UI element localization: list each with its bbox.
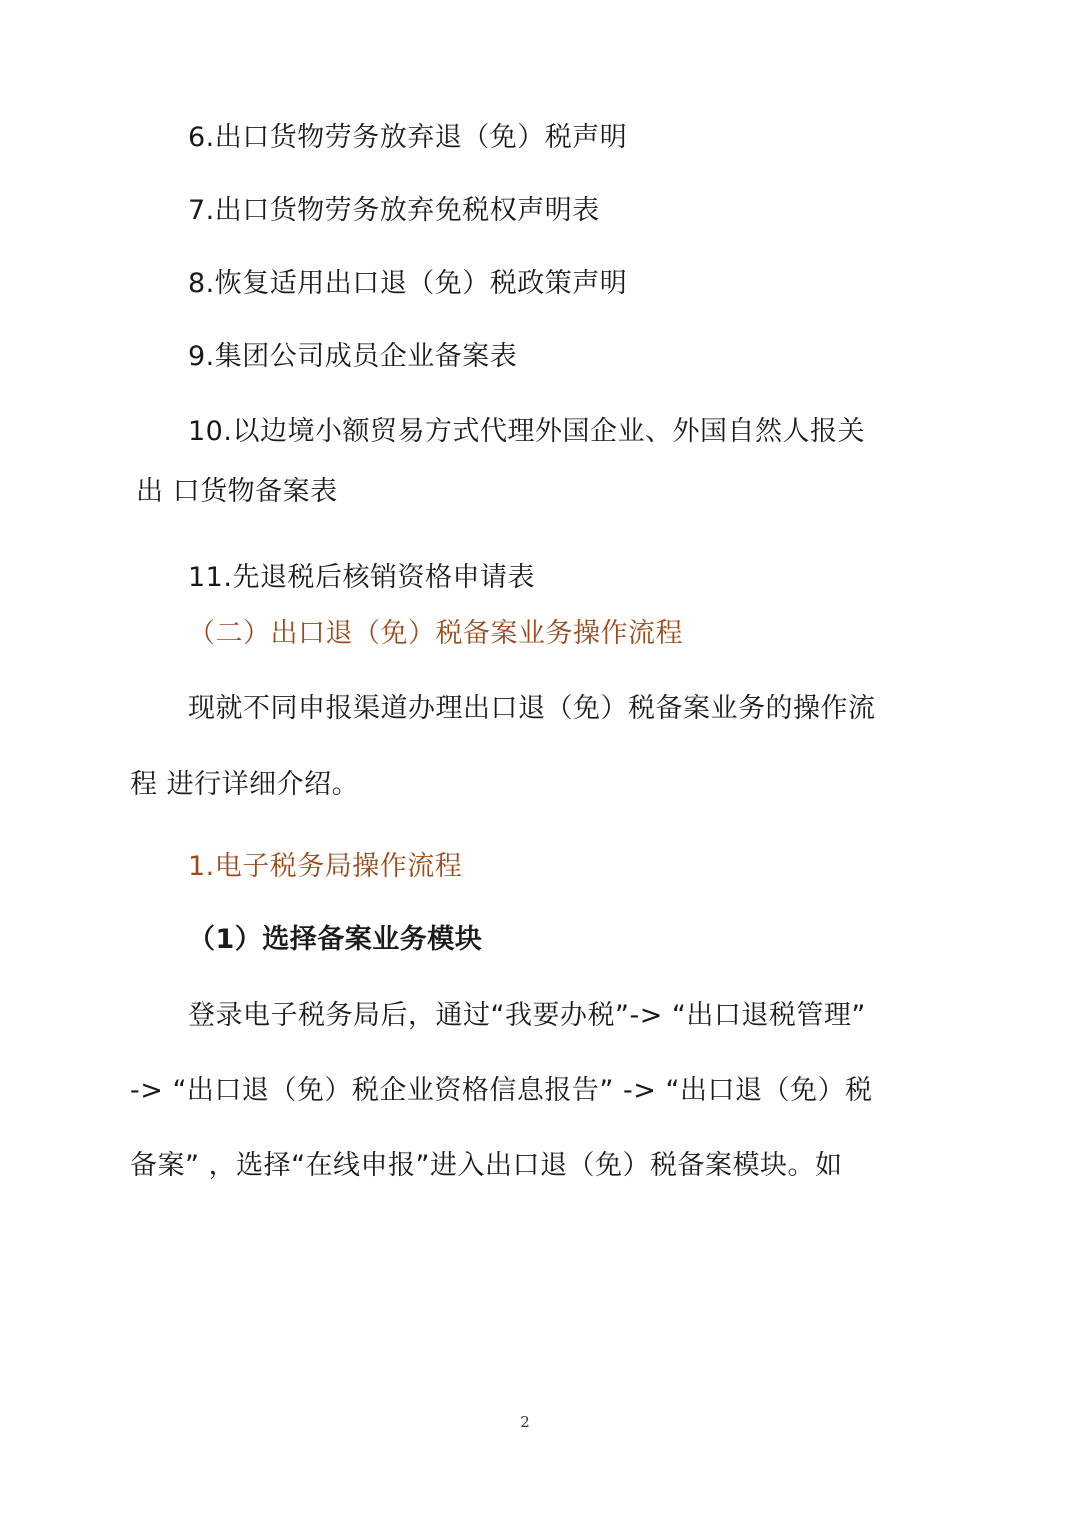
intro-line-1: 现就不同申报渠道办理出口退（免）税备案业务的操作流 [188,693,876,724]
list-item-9: 9.集团公司成员企业备案表 [188,341,518,372]
page-number: 2 [520,1413,530,1431]
step-heading: （1）选择备案业务模块 [188,924,483,955]
subheading: 1.电子税务局操作流程 [188,851,463,882]
list-item-11: 11.先退税后核销资格申请表 [188,562,535,593]
list-item-7: 7.出口货物劳务放弃免税权声明表 [188,195,600,226]
step-body-line-3: 备案” ，选择“在线申报”进入出口退（免）税备案模块。如 [130,1150,843,1181]
list-item-10-line-2: 出 口货物备案表 [136,476,338,507]
section-heading: （二）出口退（免）税备案业务操作流程 [188,618,683,649]
step-body-line-2: -> “出口退（免）税企业资格信息报告” -> “出口退（免）税 [130,1075,873,1106]
list-item-10-line-1: 10.以边境小额贸易方式代理外国企业、外国自然人报关 [188,416,865,447]
list-item-8: 8.恢复适用出口退（免）税政策声明 [188,268,628,299]
step-body-line-1: 登录电子税务局后，通过“我要办税”-> “出口退税管理” [188,1000,866,1031]
list-item-6: 6.出口货物劳务放弃退（免）税声明 [188,122,628,153]
intro-line-2: 程 进行详细介绍。 [130,769,360,800]
